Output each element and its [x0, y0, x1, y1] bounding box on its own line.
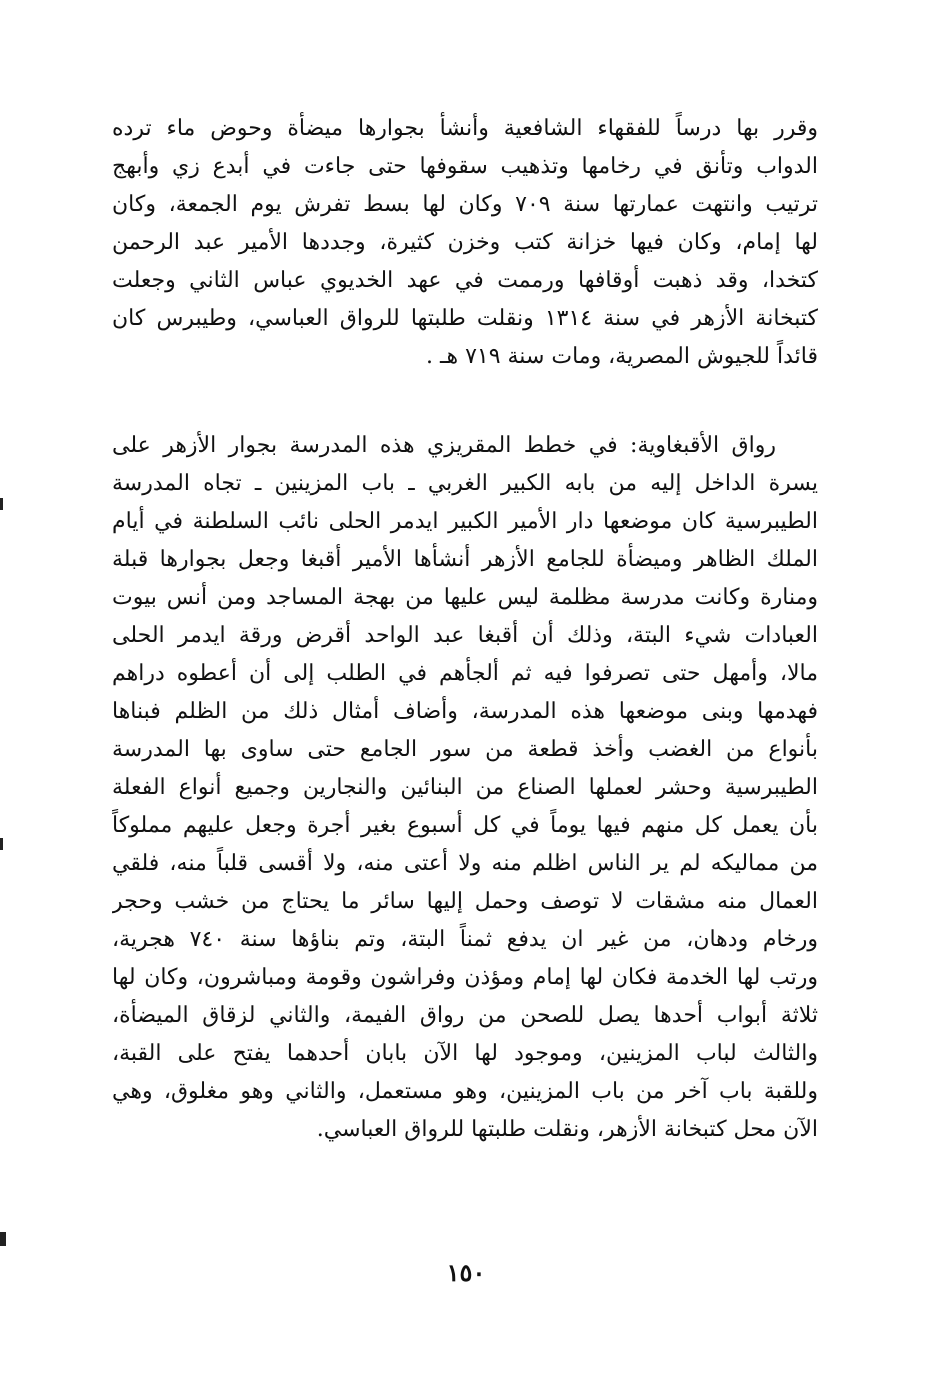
- paragraph-2: [112, 427, 818, 1149]
- scan-edge-mark: [0, 838, 3, 850]
- text-line: الدواب وتأنق في رخامها وتذهيب سقوفها حتى جاءت في أبدع زي وأبهج: [112, 154, 818, 179]
- page-number: ١٥٠: [446, 1258, 486, 1287]
- text-line: ثلاثة أبواب أحدها يصل للصحن من رواق الفيمة، والثاني لزقاق الميضأة،: [112, 1003, 818, 1028]
- text-line: بأن يعمل كل منهم فيها يوماً في كل أسبوع بغير أجرة وجعل عليهم مملوكاً: [112, 813, 818, 838]
- text-line: الآن محل كتبخانة الأزهر، ونقلت طلبتها للرواق العباسي.: [316, 1117, 818, 1142]
- text-line: بأنواع من الغضب وأخذ قطعة من سور الجامع حتى ساوى بها المدرسة: [112, 737, 818, 762]
- text-line: ورخام ودهان، من غير ان يدفع ثمناً البتة، وتم بناؤها سنة ٧٤٠ هجرية،: [112, 927, 818, 952]
- text-line: قائداً للجيوش المصرية، ومات سنة ٧١٩ هـ .: [426, 344, 818, 369]
- text-line: العبادات شيء البتة، وذلك أن أقبغا عبد الواحد أقرض ورقة ايدمر الحلى: [112, 623, 818, 648]
- scan-edge-mark: [0, 1232, 6, 1246]
- text-line: ومنارة وكانت مدرسة مظلمة ليس عليها من بهجة المساجد ومن أنس بيوت: [112, 585, 818, 610]
- text-line: العمال منه مشقات لا توصف وحمل إليها سائر ما يحتاج من خشب وحجر: [112, 889, 818, 914]
- text-line: مالا، وأمهل حتى تصرفوا فيه ثم ألجأهم في الطلب إلى أن أعطوه دراهم: [112, 661, 818, 686]
- text-line: الطيبرسية وحشر لعملها الصناع من البنائين والنجارين وجميع أنواع الفعلة: [112, 775, 818, 800]
- text-line: والثالث لباب المزينين، وموجود لها الآن بابان أحدهما يفتح على القبة،: [112, 1041, 818, 1066]
- text-line: ورتب لها الخدمة فكان لها إمام ومؤذن وفراشون وقومة ومباشرون، وكان لها: [112, 965, 818, 990]
- text-line: ترتيب وانتهت عمارتها سنة ٧٠٩ وكان لها بسط تفرش يوم الجمعة، وكان: [112, 192, 818, 217]
- scan-edge-mark: [0, 498, 3, 510]
- text-line: كتخدا، وقد ذهبت أوقافها ورممت في عهد الخديوي عباس الثاني وجعلت: [112, 268, 818, 293]
- text-line: فهدمها وبنى موضعها هذه المدرسة، وأضاف أمثال ذلك من الظلم فبناها: [112, 699, 818, 724]
- text-line: من مماليكه لم ير الناس اظلم منه ولا أعتى منه، ولا أقسى قلباً منه، فلقي: [112, 851, 818, 876]
- text-line: رواق الأقبغاوية: في خطط المقريزي هذه المدرسة بجوار الأزهر على: [112, 433, 776, 458]
- text-line: الطيبرسية كان موضعها دار الأمير الكبير ايدمر الحلى نائب السلطنة في أيام: [112, 509, 818, 534]
- text-line: يسرة الداخل إليه من بابه الكبير الغربي ـ باب المزينين ـ تجاه المدرسة: [112, 471, 818, 496]
- text-line: وللقبة باب آخر من باب المزينين، وهو مستعمل، والثاني وهو مغلوق، وهي: [112, 1079, 818, 1104]
- text-line: وقرر بها درساً للفقهاء الشافعية وأنشأ بجوارها ميضأة وحوض ماء ترده: [112, 116, 818, 141]
- text-line: كتبخانة الأزهر في سنة ١٣١٤ ونقلت طلبتها للرواق العباسي، وطيبرس كان: [112, 306, 818, 331]
- text-line: لها إمام، وكان فيها خزانة كتب وخزن كثيرة، وجددها الأمير عبد الرحمن: [112, 230, 818, 255]
- paragraph-1: [112, 110, 818, 376]
- text-line: الملك الظاهر وميضأة للجامع الأزهر أنشأها الأمير أقبغا وجعل بجوارها قبلة: [112, 547, 818, 572]
